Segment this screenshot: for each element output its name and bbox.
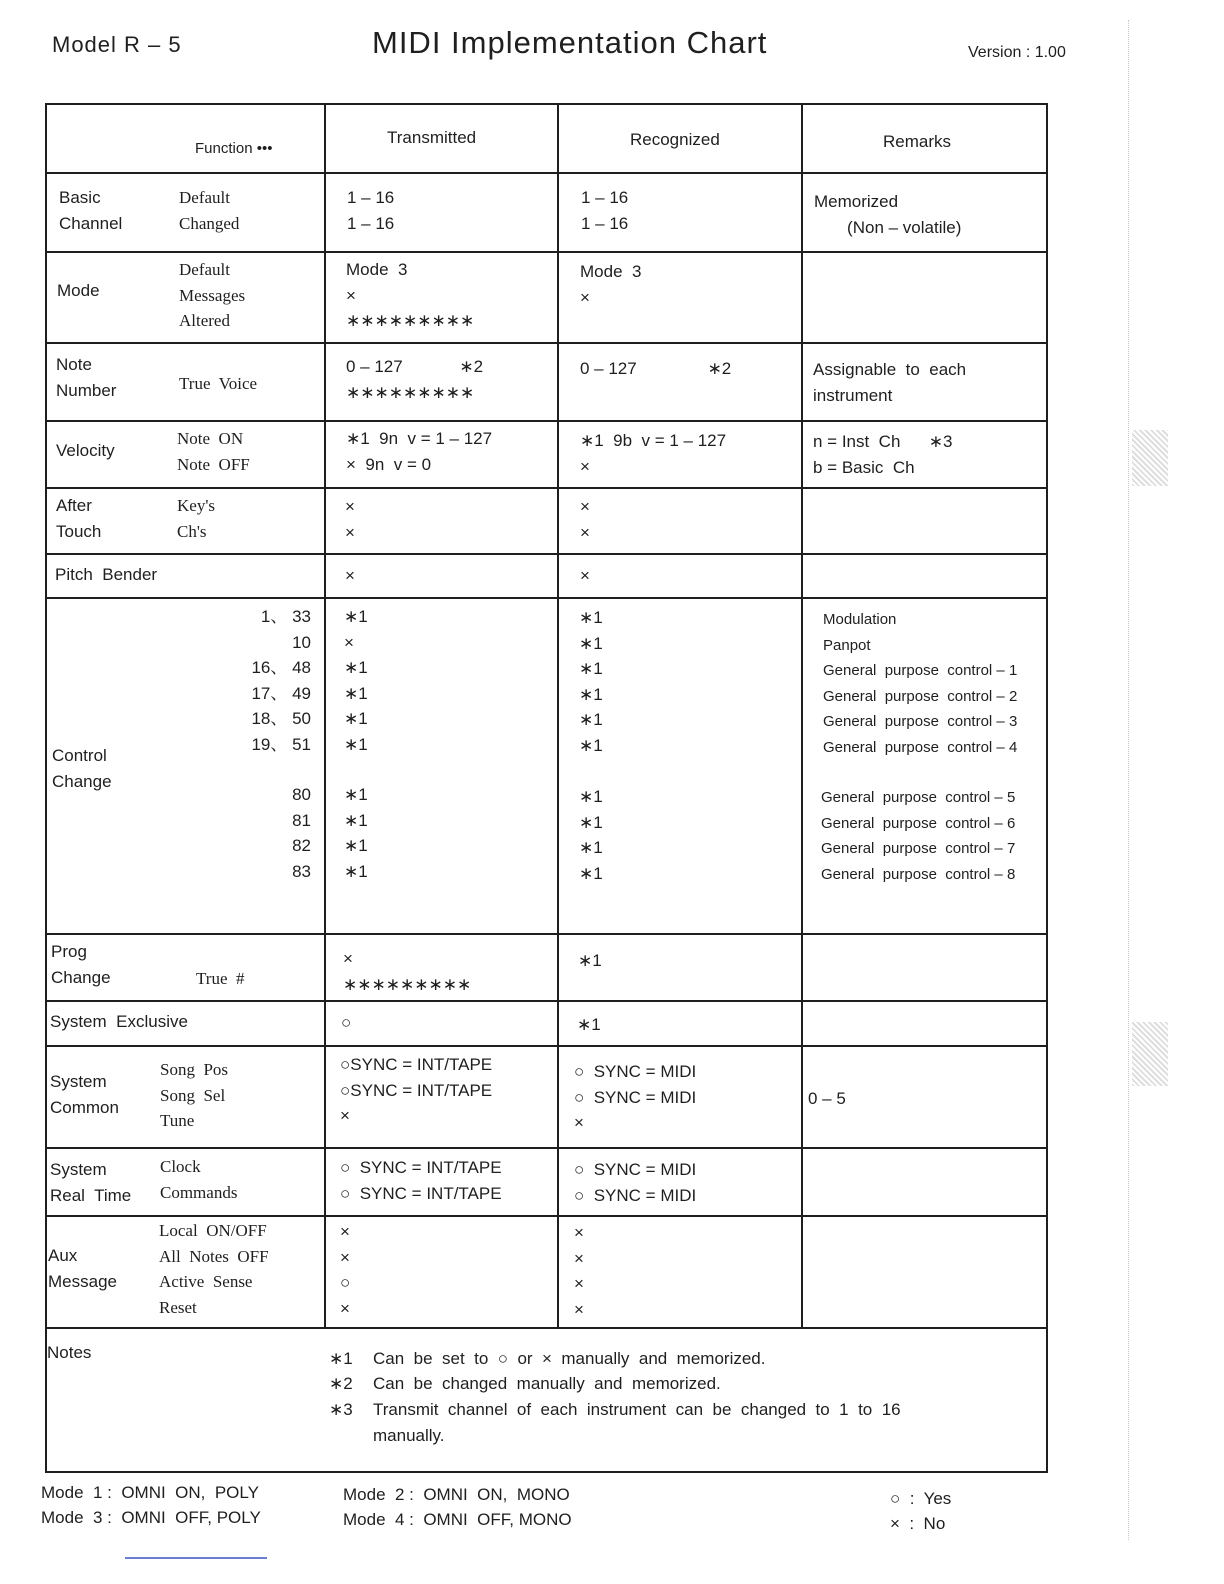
velocity-remarks: n = Inst Ch ∗3 b = Basic Ch (813, 432, 953, 477)
note-2-marker: ∗2 (329, 1374, 353, 1393)
row-divider (47, 1327, 1046, 1329)
after-touch-label: After Touch (56, 496, 102, 541)
control-change-label: Control Change (52, 746, 112, 791)
system-exclusive-tx: ○ (341, 1013, 352, 1032)
note-3-marker: ∗3 (329, 1400, 353, 1419)
pen-mark (125, 1557, 267, 1559)
column-divider (557, 105, 559, 1327)
mode-3-legend: Mode 3 : OMNI OFF, POLY (41, 1508, 261, 1527)
control-numbers-a: 1、 33 10 16、 48 17、 49 18、 50 19、 51 (251, 607, 311, 754)
after-touch-tx: × × (345, 497, 355, 542)
aux-message-sub: Local ON/OFF All Notes OFF Active Sense Reset (159, 1221, 269, 1317)
mode-sub: Default Messages Altered (179, 260, 246, 330)
row-divider (47, 172, 1046, 174)
column-divider (324, 105, 326, 1327)
prog-change-label: Prog Change (51, 942, 111, 987)
system-common-remarks: 0 – 5 (808, 1089, 846, 1108)
mode-tx: Mode 3 × ∗∗∗∗∗∗∗∗∗ (346, 260, 475, 330)
note-number-remarks: Assignable to each instrument (813, 360, 967, 405)
no-legend: × : No (890, 1514, 946, 1533)
system-common-label: System Common (50, 1072, 119, 1117)
control-tx-a: ∗1 × ∗1 ∗1 ∗1 ∗1 (344, 607, 368, 754)
notes-label: Notes (47, 1343, 92, 1362)
note-1-marker: ∗1 (329, 1349, 353, 1368)
basic-channel-label: Basic Channel (59, 188, 123, 233)
note-number-sub: True Voice (179, 374, 258, 393)
basic-channel-remarks: Memorized (Non – volatile) (814, 192, 962, 237)
row-divider (47, 597, 1046, 599)
note-number-rx: 0 – 127 ∗2 (580, 359, 732, 378)
basic-channel-rx: 1 – 16 1 – 16 (581, 188, 629, 233)
control-tx-b: ∗1 ∗1 ∗1 ∗1 (344, 785, 368, 881)
aux-message-label: Aux Message (48, 1246, 117, 1291)
transmitted-header: Transmitted (387, 128, 477, 147)
note-3-text: Transmit channel of each instrument can be changed to 1 to 16 manually. (373, 1400, 901, 1445)
pitch-bender-label: Pitch Bender (55, 565, 158, 584)
row-divider (47, 933, 1046, 935)
control-rx-b: ∗1 ∗1 ∗1 ∗1 (579, 787, 603, 883)
prog-change-rx: ∗1 (578, 951, 602, 970)
prog-change-tx: × ∗∗∗∗∗∗∗∗∗ (343, 949, 472, 994)
system-real-time-tx: ○ SYNC = INT/TAPE ○ SYNC = INT/TAPE (340, 1158, 502, 1203)
after-touch-sub: Key's Ch's (177, 496, 216, 541)
velocity-label: Velocity (56, 441, 115, 460)
row-divider (47, 487, 1046, 489)
remarks-header: Remarks (883, 132, 952, 151)
basic-channel-sub: Default Changed (179, 188, 240, 233)
scan-edge-line (1128, 20, 1129, 1540)
yes-legend: ○ : Yes (890, 1489, 952, 1508)
after-touch-rx: × × (580, 497, 590, 542)
system-exclusive-rx: ∗1 (577, 1015, 601, 1034)
note-1-text: Can be set to ○ or × manually and memorized. (373, 1349, 766, 1368)
row-divider (47, 342, 1046, 344)
mode-1-legend: Mode 1 : OMNI ON, POLY (41, 1483, 259, 1502)
scan-noise (1132, 430, 1168, 486)
note-number-tx: 0 – 127 ∗2 ∗∗∗∗∗∗∗∗∗ (346, 357, 484, 402)
control-remarks-b: General purpose control – 5 General purpose control – 6 General purpose control – 7 General purpose control – 8 (821, 789, 1016, 883)
control-numbers-b: 80 81 82 83 (292, 785, 311, 881)
system-real-time-rx: ○ SYNC = MIDI ○ SYNC = MIDI (574, 1160, 697, 1205)
velocity-sub: Note ON Note OFF (177, 429, 250, 474)
system-common-tx: ○SYNC = INT/TAPE ○SYNC = INT/TAPE × (340, 1055, 493, 1125)
system-real-time-label: System Real Time (50, 1160, 132, 1205)
pitch-bender-tx: × (345, 566, 355, 585)
mode-4-legend: Mode 4 : OMNI OFF, MONO (343, 1510, 572, 1529)
row-divider (47, 1147, 1046, 1149)
version-label: Version : 1.00 (968, 44, 1066, 61)
row-divider (47, 420, 1046, 422)
row-divider (47, 1000, 1046, 1002)
system-common-sub: Song Pos Song Sel Tune (160, 1060, 229, 1130)
pitch-bender-rx: × (580, 566, 590, 585)
velocity-rx: ∗1 9b v = 1 – 127 × (580, 431, 727, 476)
function-header: Function ••• (195, 140, 273, 157)
aux-message-tx: × × ○ × (340, 1222, 351, 1318)
row-divider (47, 553, 1046, 555)
note-number-label: Note Number (56, 355, 117, 400)
prog-change-sub: True # (196, 969, 245, 988)
basic-channel-tx: 1 – 16 1 – 16 (347, 188, 395, 233)
midi-implementation-table (45, 103, 1048, 1473)
scan-noise (1132, 1022, 1168, 1086)
velocity-tx: ∗1 9n v = 1 – 127 × 9n v = 0 (346, 429, 493, 474)
column-divider (801, 105, 803, 1327)
row-divider (47, 1045, 1046, 1047)
mode-2-legend: Mode 2 : OMNI ON, MONO (343, 1485, 570, 1504)
mode-label: Mode (57, 281, 100, 300)
aux-message-rx: × × × × (574, 1223, 584, 1319)
recognized-header: Recognized (630, 130, 720, 149)
system-real-time-sub: Clock Commands (160, 1157, 238, 1202)
row-divider (47, 251, 1046, 253)
system-common-rx: ○ SYNC = MIDI ○ SYNC = MIDI × (574, 1062, 697, 1132)
row-divider (47, 1215, 1046, 1217)
model-name: Model R – 5 (52, 32, 182, 57)
control-remarks-a: Modulation Panpot General purpose control – 1 General purpose control – 2 General purpose control – 3 General purpose control – 4 (823, 611, 1018, 756)
page-title: MIDI Implementation Chart (372, 25, 768, 60)
mode-rx: Mode 3 × (580, 262, 642, 307)
system-exclusive-label: System Exclusive (50, 1012, 188, 1031)
note-2-text: Can be changed manually and memorized. (373, 1374, 721, 1393)
control-rx-a: ∗1 ∗1 ∗1 ∗1 ∗1 ∗1 (579, 608, 603, 755)
